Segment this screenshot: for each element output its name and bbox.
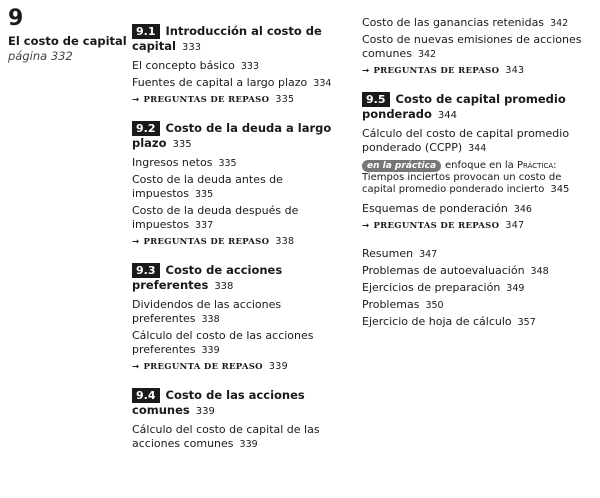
toc-entry[interactable] [362,127,592,156]
section-number: 9.3 [132,263,160,278]
entry-label: Ejercicio de hoja de cálculo [362,315,512,328]
review-questions[interactable] [132,93,342,107]
section-number: 9.5 [362,92,390,107]
toc-entry[interactable] [362,298,592,313]
entry-page: 357 [517,317,536,328]
arrow-right-icon: → [362,221,370,231]
entry-page: 333 [240,61,260,72]
practice-smallcaps: Práctica [516,160,554,171]
entry-page: 347 [419,249,438,260]
toc-entry[interactable] [362,16,592,31]
arrow-right-icon: → [132,95,140,105]
section-heading[interactable] [132,263,342,294]
toc-entry[interactable] [132,204,342,233]
entry-page: 337 [195,220,214,231]
section-9-1 [132,24,342,107]
practice-lead: enfoque en la [445,160,514,171]
entry-page: 335 [195,189,214,200]
review-questions[interactable] [132,360,342,374]
toc-column-left [132,24,342,466]
entry-label: Ingresos netos [132,156,213,169]
toc-entry[interactable] [362,202,592,217]
review-label: PREGUNTAS DE REPASO [373,66,500,76]
entry-page: 339 [201,345,220,356]
entry-page: 342 [550,18,569,29]
entry-label: Resumen [362,247,414,260]
toc-entry[interactable] [132,298,342,327]
entry-page: 334 [313,78,332,89]
section-page: 333 [181,42,202,53]
entry-label: Esquemas de ponderación [362,202,508,215]
toc-entry[interactable] [132,329,342,358]
toc-entry[interactable] [132,423,342,452]
toc-entry[interactable] [362,33,592,62]
section-page: 338 [214,281,234,292]
review-label: PREGUNTAS DE REPASO [143,237,270,247]
practice-page: 345 [550,184,570,195]
toc-entry[interactable] [362,315,592,330]
chapter-number: 9 [8,6,24,31]
chapter-header [8,8,128,63]
section-heading[interactable] [132,121,342,152]
section-title: Costo de acciones preferentes [132,263,283,292]
toc-entry[interactable] [132,156,342,171]
section-title: Costo de capital promedio ponderado [362,92,566,121]
entry-label: Dividendos de las acciones preferentes [132,298,282,325]
practice-text: : Tiempos inciertos provocan un costo de capital promedio ponderado incierto [362,160,562,195]
review-label: PREGUNTAS DE REPASO [373,221,500,231]
chapter-title: El costo de capital [8,34,127,48]
entry-label: Problemas de autoevaluación [362,264,525,277]
section-page: 344 [437,110,458,121]
entry-page: 342 [417,49,437,60]
section-number: 9.4 [132,388,160,403]
toc-entry[interactable] [132,76,342,91]
section-title: Costo de la deuda a largo plazo [132,121,332,150]
section-9-4 [132,388,342,452]
toc-entry[interactable] [132,59,342,74]
arrow-right-icon: → [362,66,370,76]
practice-box[interactable] [362,160,592,196]
section-page: 335 [172,139,192,150]
entry-label: Costo de la deuda antes de impuestos [132,173,283,200]
section-heading[interactable] [132,388,342,419]
entry-page: 348 [530,266,549,277]
section-9-5 [362,92,592,233]
entry-page: 349 [506,283,525,294]
end-matter [362,247,592,330]
section-title: Costo de las acciones comunes [132,388,305,417]
practice-badge: en la práctica [362,160,441,172]
review-page: 339 [268,361,288,372]
toc-entry[interactable] [362,247,592,262]
entry-page: 339 [239,439,258,450]
entry-label: Fuentes de capital a largo plazo [132,76,308,89]
entry-page: 338 [201,314,220,325]
entry-label: Costo de las ganancias retenidas [362,16,545,29]
review-page: 347 [505,220,525,231]
section-9-2 [132,121,342,249]
entry-label: Cálculo del costo de capital promedio ponderado (CCPP) [362,127,570,154]
entry-label: Cálculo del costo de capital de las acciones comunes [132,423,320,450]
review-page: 343 [505,65,525,76]
arrow-right-icon: → [132,362,140,372]
toc-column-right [362,16,592,344]
entry-page: 346 [513,204,532,215]
entry-label: Ejercicios de preparación [362,281,501,294]
section-heading[interactable] [362,92,592,123]
section-9-3 [132,263,342,374]
review-questions[interactable] [132,235,342,249]
entry-page: 344 [468,143,487,154]
arrow-right-icon: → [132,237,140,247]
entry-label: Costo de nuevas emisiones de acciones comunes [362,33,582,60]
review-page: 335 [275,94,295,105]
section-number: 9.1 [132,24,160,39]
section-9-4-continued [362,16,592,78]
review-page: 338 [275,236,295,247]
toc-entry[interactable] [132,173,342,202]
entry-label: Cálculo del costo de las acciones preferentes [132,329,314,356]
entry-page: 335 [218,158,237,169]
entry-label: El concepto básico [132,59,235,72]
section-title: Introducción al costo de capital [132,24,322,53]
review-questions[interactable] [362,219,592,233]
section-page: 339 [195,406,215,417]
chapter-page-label: página 332 [8,49,73,63]
review-questions[interactable] [362,64,592,78]
toc-entry[interactable] [362,281,592,296]
section-heading[interactable] [132,24,342,55]
toc-entry[interactable] [362,264,592,279]
entry-label: Problemas [362,298,420,311]
entry-label: Costo de la deuda después de impuestos [132,204,299,231]
review-label: PREGUNTAS DE REPASO [143,95,270,105]
section-number: 9.2 [132,121,160,136]
entry-page: 350 [425,300,444,311]
review-label: PREGUNTA DE REPASO [143,362,263,372]
